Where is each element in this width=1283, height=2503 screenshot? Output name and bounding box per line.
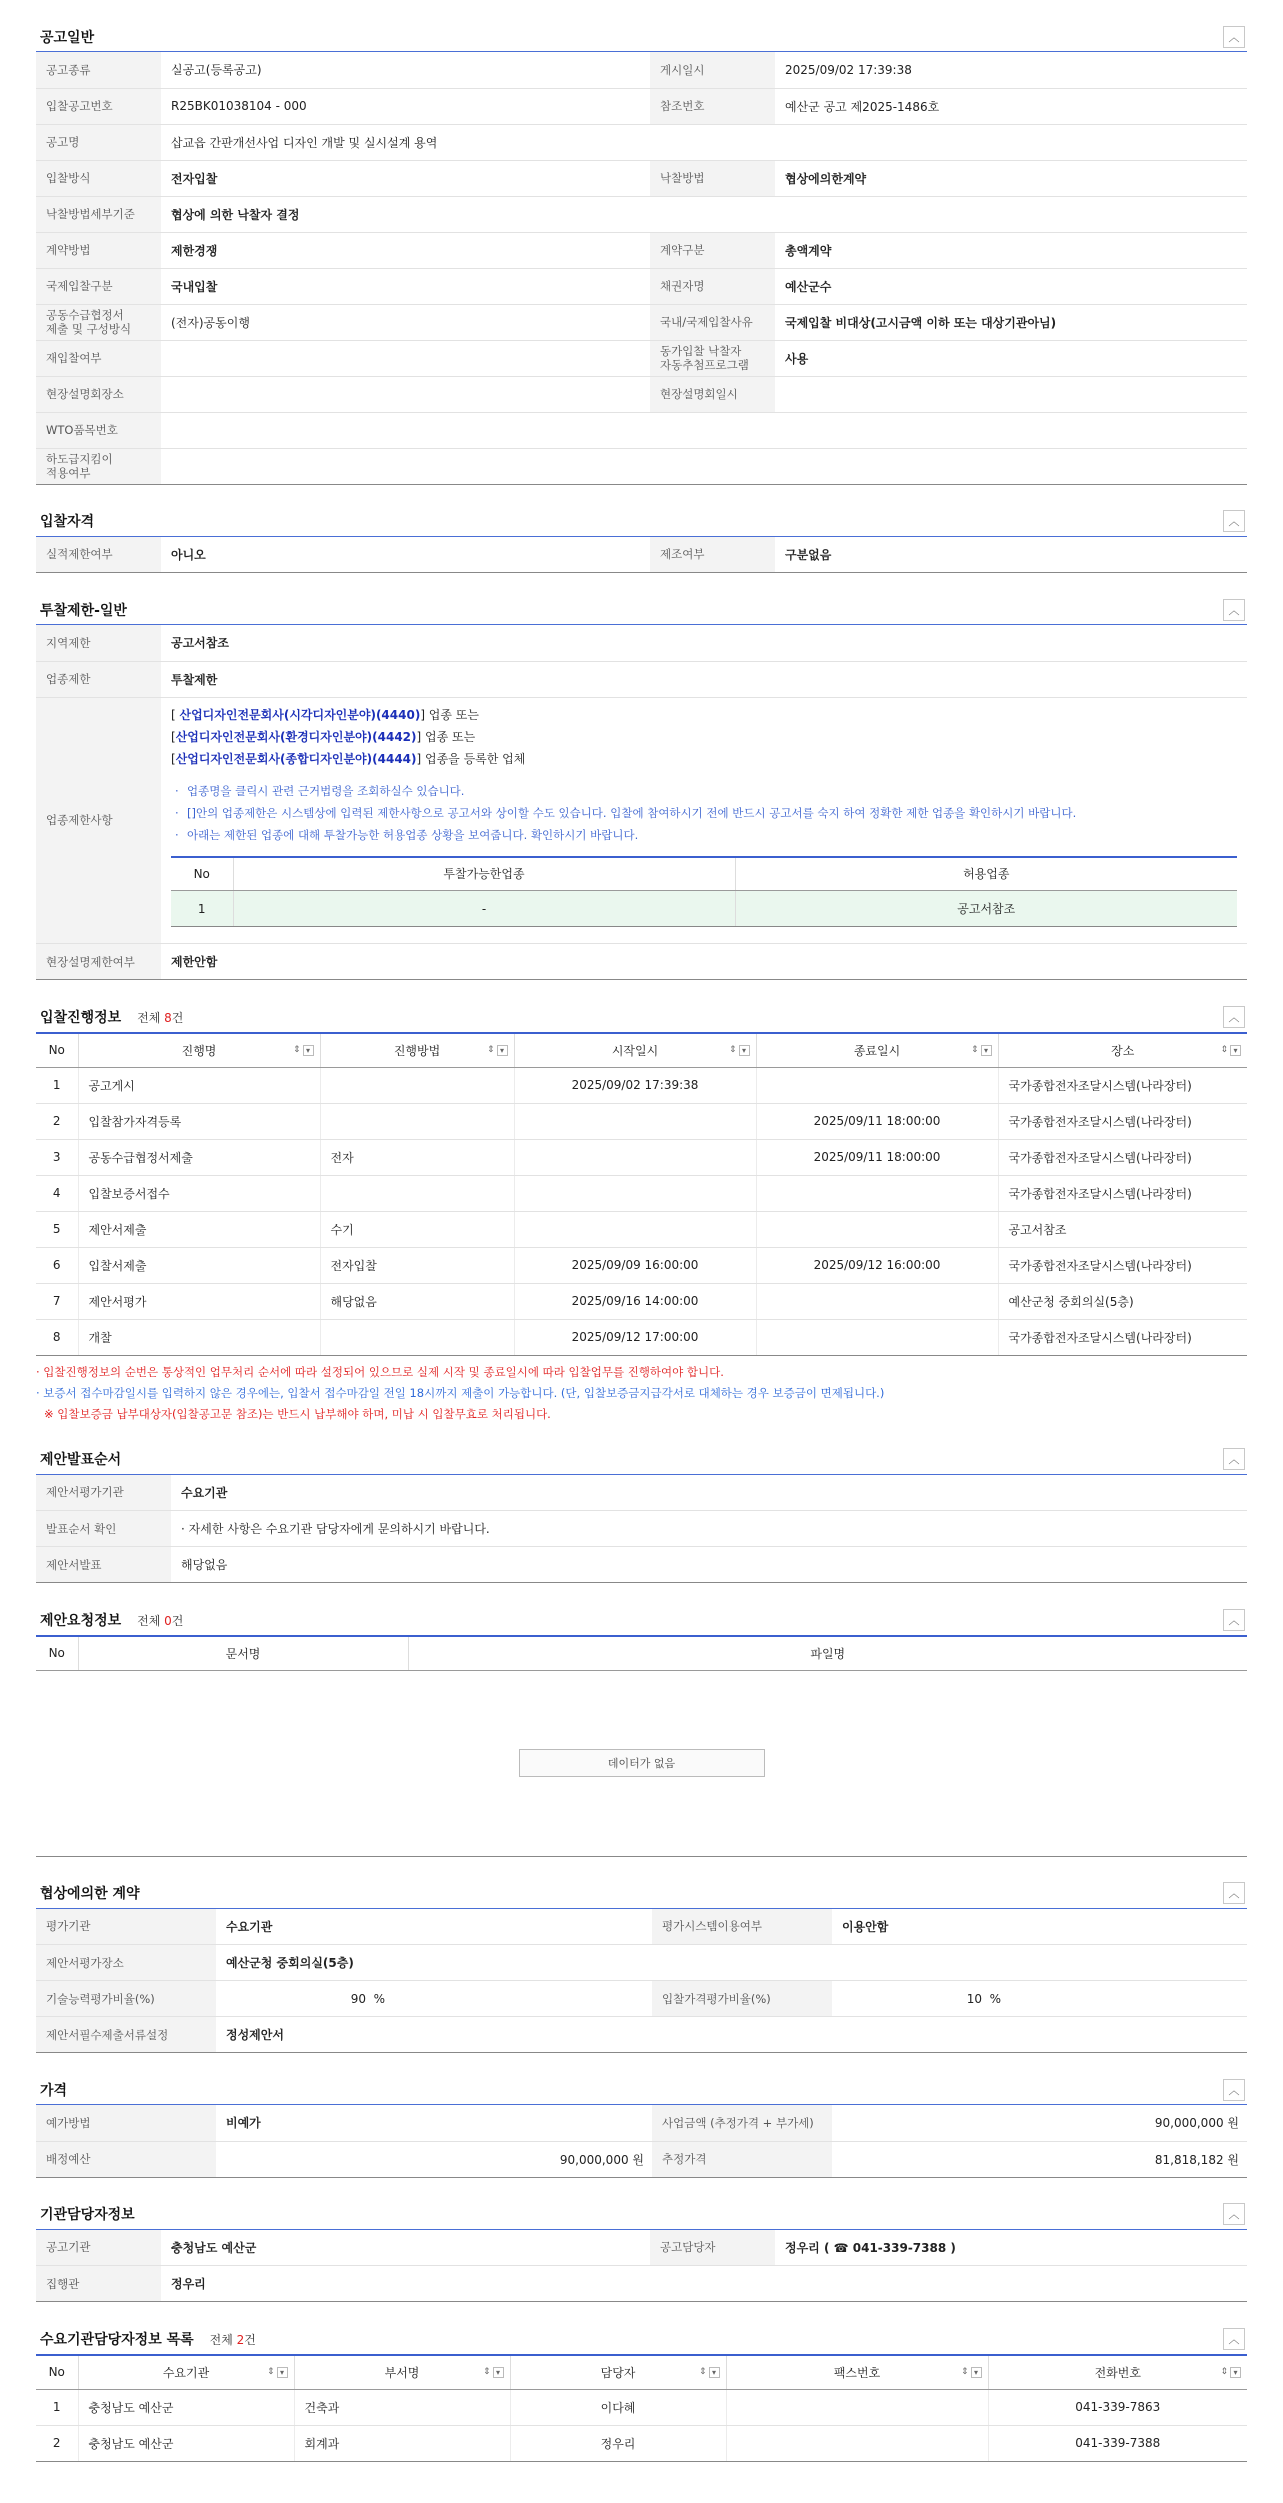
- field-value: 예산군 공고 제2025-1486호: [775, 88, 1247, 124]
- col-header: No: [36, 2355, 78, 2389]
- industry-link[interactable]: 산업디자인전문회사(시각디자인분야)(4440): [179, 707, 421, 722]
- progress-table: [36, 1032, 1247, 1356]
- section-header: [36, 2075, 1247, 2105]
- filter-icon[interactable]: ▾: [1230, 1045, 1241, 1056]
- filter-icon[interactable]: ▾: [971, 2367, 982, 2378]
- field-label: 발표순서 확인: [36, 1511, 171, 1547]
- table-row: [36, 1067, 1247, 1103]
- field-label: 제안서발표: [36, 1547, 171, 1583]
- field-value: 수요기관: [171, 1475, 1247, 1511]
- chevron-up-icon[interactable]: ︿: [1223, 26, 1245, 48]
- table-row: [36, 268, 1247, 304]
- industry-detail: [161, 697, 1247, 944]
- field-value: 90,000,000 원: [216, 2141, 652, 2177]
- field-label: 동가입찰 낙찰자 자동추첨프로그램: [650, 340, 775, 376]
- section-contacts: [36, 2324, 1247, 2462]
- table-row: [36, 124, 1247, 160]
- col-header-sortable[interactable]: 시작일시 ⇕ ▾: [514, 1033, 756, 1067]
- field-label: 추정가격: [652, 2141, 832, 2177]
- cell: [320, 1103, 514, 1139]
- cell: [320, 1319, 514, 1355]
- field-value: 총액계약: [775, 232, 1247, 268]
- field-label: 제조여부: [650, 537, 775, 573]
- field-value: 정우리 ( ☎ 041-339-7388 ): [775, 2230, 1247, 2266]
- cell: 1: [171, 891, 233, 927]
- cell: [320, 1175, 514, 1211]
- cell: 국가종합전자조달시스템(나라장터): [998, 1139, 1247, 1175]
- field-value: 국제입찰 비대상(고시금액 이하 또는 대상기관아님): [775, 304, 1247, 340]
- table-header-row: [36, 1033, 1247, 1067]
- cell: 5: [36, 1211, 78, 1247]
- field-label: 현장설명제한여부: [36, 944, 161, 980]
- cell: 041-339-7388: [988, 2425, 1247, 2461]
- col-header-sortable[interactable]: 장소 ⇕ ▾: [998, 1033, 1247, 1067]
- cell: [756, 1211, 998, 1247]
- section-price: [36, 2075, 1247, 2178]
- presentation-table: [36, 1475, 1247, 1584]
- cell: 8: [36, 1319, 78, 1355]
- row-count: 전체 0건: [137, 1613, 184, 1628]
- field-value: 해당없음: [171, 1547, 1247, 1583]
- col-header-sortable[interactable]: 팩스번호 ⇕ ▾: [726, 2355, 988, 2389]
- section-title: 가격: [40, 2082, 68, 2099]
- field-label: WTO품목번호: [36, 412, 161, 448]
- cell: 입찰참가자격등록: [78, 1103, 320, 1139]
- restriction-table: [36, 625, 1247, 980]
- field-value: 정우리: [161, 2266, 1247, 2302]
- sort-icon[interactable]: ⇕ ▾: [699, 2367, 720, 2378]
- chevron-up-icon[interactable]: ︿: [1223, 1006, 1245, 1028]
- field-value: 비예가: [216, 2105, 652, 2141]
- field-value: [161, 448, 1247, 484]
- col-header: No: [36, 1636, 78, 1670]
- filter-icon[interactable]: ▾: [709, 2367, 720, 2378]
- table-row: [36, 448, 1247, 484]
- cell: 제안서평가: [78, 1283, 320, 1319]
- cell: [514, 1139, 756, 1175]
- field-value: 81,818,182 원: [832, 2141, 1247, 2177]
- field-value: 충청남도 예산군: [161, 2230, 650, 2266]
- field-label: 평가시스템이용여부: [652, 1909, 832, 1945]
- field-label: 지역제한: [36, 625, 161, 661]
- cell: 해당없음: [320, 1283, 514, 1319]
- field-label: 사업금액 (추정가격 + 부가세): [652, 2105, 832, 2141]
- field-label: 공고기관: [36, 2230, 161, 2266]
- field-value: 사용: [775, 340, 1247, 376]
- cell: 공고서참조: [998, 1211, 1247, 1247]
- section-qualification: [36, 507, 1247, 574]
- col-header: 파일명: [408, 1636, 1247, 1670]
- cell: 정우리: [510, 2425, 726, 2461]
- section-title: 제안요청정보 전체 0건: [40, 1613, 184, 1629]
- cell: 2025/09/02 17:39:38: [514, 1067, 756, 1103]
- field-label: 입찰가격평가비율(%): [652, 1981, 832, 2017]
- field-label: 공고명: [36, 124, 161, 160]
- table-row: [36, 1547, 1247, 1583]
- sort-icon[interactable]: ⇕ ▾: [1220, 1045, 1241, 1056]
- section-title: 입찰자격: [40, 514, 95, 530]
- field-value: [161, 412, 1247, 448]
- chevron-up-icon[interactable]: ︿: [1223, 1448, 1245, 1470]
- section-title: 투찰제한-일반: [40, 602, 127, 619]
- table-row: [36, 196, 1247, 232]
- table-row: [36, 1283, 1247, 1319]
- field-label: 국제입찰구분: [36, 268, 161, 304]
- section-header: [36, 2200, 1247, 2230]
- filter-icon[interactable]: ▾: [497, 1045, 508, 1056]
- cell: 공동수급협정서제출: [78, 1139, 320, 1175]
- cell: 2: [36, 1103, 78, 1139]
- field-label: 평가기관: [36, 1909, 216, 1945]
- field-value: 실공고(등록공고): [161, 52, 650, 88]
- cell: 국가종합전자조달시스템(나라장터): [998, 1103, 1247, 1139]
- field-label: 배정예산: [36, 2141, 216, 2177]
- negotiation-table: [36, 1909, 1247, 2054]
- field-label: 공고종류: [36, 52, 161, 88]
- general-table: [36, 52, 1247, 485]
- table-row: [36, 1511, 1247, 1547]
- col-header: 투찰가능한업종: [233, 857, 735, 891]
- field-label: 낙찰방법: [650, 160, 775, 196]
- cell: [756, 1283, 998, 1319]
- col-header: 허용업종: [735, 857, 1237, 891]
- field-label: 현장설명회장소: [36, 376, 161, 412]
- field-label: 공동수급협정서 제출 및 구성방식: [36, 304, 161, 340]
- note-item: · 업종명을 클릭시 관련 근거법령을 조회하실수 있습니다.: [171, 780, 1237, 802]
- section-agency: [36, 2200, 1247, 2303]
- table-row: [36, 1175, 1247, 1211]
- cell: 회계과: [294, 2425, 510, 2461]
- cell: 국가종합전자조달시스템(나라장터): [998, 1319, 1247, 1355]
- field-label: 채권자명: [650, 268, 775, 304]
- cell: 041-339-7863: [988, 2389, 1247, 2425]
- section-negotiation: [36, 1879, 1247, 2054]
- industry-line: [ 산업디자인전문회사(시각디자인분야)(4440)] 업종 또는: [171, 707, 479, 722]
- field-value: 90,000,000 원: [832, 2105, 1247, 2141]
- cell: 2025/09/11 18:00:00: [756, 1139, 998, 1175]
- section-proposal-request: [36, 1605, 1247, 1857]
- row-count: 전체 2건: [209, 2332, 256, 2347]
- note-item: · []안의 업종제한은 시스템상에 입력된 제한사항으로 공고서와 상이할 수도 있습니다. 입찰에 참여하시기 전에 반드시 공고서를 숙지 하여 정확한 제한 업종을 확인하시기 바랍니다.: [171, 802, 1237, 824]
- sort-icon[interactable]: ⇕ ▾: [1220, 2367, 1241, 2378]
- cell: 4: [36, 1175, 78, 1211]
- cell: [514, 1175, 756, 1211]
- section-general: [36, 22, 1247, 485]
- table-row: [171, 891, 1237, 927]
- field-label: 계약구분: [650, 232, 775, 268]
- field-value: 예산군청 중회의실(5층): [216, 1945, 1247, 1981]
- cell: 이다혜: [510, 2389, 726, 2425]
- table-header-row: [36, 2355, 1247, 2389]
- field-label: 기술능력평가비율(%): [36, 1981, 216, 2017]
- field-value: 투찰제한: [161, 661, 1247, 697]
- section-header: [36, 507, 1247, 537]
- chevron-up-icon[interactable]: ︿: [1223, 2328, 1245, 2350]
- filter-icon[interactable]: ▾: [981, 1045, 992, 1056]
- table-row: [36, 88, 1247, 124]
- table-row: [36, 625, 1247, 661]
- table-row: [36, 2017, 1247, 2053]
- table-row: [36, 1103, 1247, 1139]
- section-header: [36, 595, 1247, 625]
- table-row: [36, 697, 1247, 944]
- filter-icon[interactable]: ▾: [493, 2367, 504, 2378]
- table-row: [36, 2105, 1247, 2141]
- table-row: [36, 2230, 1247, 2266]
- table-row: [36, 1981, 1247, 2017]
- field-value: 2025/09/02 17:39:38: [775, 52, 1247, 88]
- field-label: 제안서평가기관: [36, 1475, 171, 1511]
- field-value: [161, 340, 650, 376]
- cell: [756, 1067, 998, 1103]
- cell: [726, 2389, 988, 2425]
- cell: 공고서참조: [735, 891, 1237, 927]
- section-title: 제안발표순서: [40, 1452, 122, 1468]
- section-header: [36, 2324, 1247, 2354]
- field-label: 제안서평가장소: [36, 1945, 216, 1981]
- filter-icon[interactable]: ▾: [277, 2367, 288, 2378]
- table-header-row: [36, 1636, 1247, 1670]
- table-row: [36, 1909, 1247, 1945]
- table-row: [36, 232, 1247, 268]
- section-title: 수요기관담당자정보 목록 전체 2건: [40, 2332, 256, 2348]
- field-label: 공고담당자: [650, 2230, 775, 2266]
- cell: [756, 1175, 998, 1211]
- table-row: [36, 160, 1247, 196]
- section-title: 공고일반: [40, 29, 95, 46]
- table-row: [36, 537, 1247, 573]
- field-label: 실적제한여부: [36, 537, 161, 573]
- col-header-sortable[interactable]: 종료일시 ⇕ ▾: [756, 1033, 998, 1067]
- table-row: [36, 1319, 1247, 1355]
- cell: 수기: [320, 1211, 514, 1247]
- field-value: 정성제안서: [216, 2017, 1247, 2053]
- table-header-row: [171, 857, 1237, 891]
- field-label: 하도급지킴이 적용여부: [36, 448, 161, 484]
- table-row: [36, 2266, 1247, 2302]
- table-row: [36, 2425, 1247, 2461]
- field-value: 협상에 의한 낙찰자 결정: [161, 196, 1247, 232]
- cell: 2025/09/11 18:00:00: [756, 1103, 998, 1139]
- field-label: 업종제한사항: [36, 697, 161, 944]
- table-row: [36, 340, 1247, 376]
- cell: 입찰서제출: [78, 1247, 320, 1283]
- cell: 건축과: [294, 2389, 510, 2425]
- cell: 2025/09/12 16:00:00: [756, 1247, 998, 1283]
- table-row: [36, 944, 1247, 980]
- cell: -: [233, 891, 735, 927]
- field-value: (전자)공동이행: [161, 304, 650, 340]
- table-row: [36, 1139, 1247, 1175]
- sort-icon[interactable]: ⇕ ▾: [483, 2367, 504, 2378]
- industry-line: [산업디자인전문회사(종합디자인분야)(4444)] 업종을 등록한 업체: [171, 751, 526, 766]
- field-value: 협상에의한계약: [775, 160, 1247, 196]
- field-value: 예산군수: [775, 268, 1247, 304]
- filter-icon[interactable]: ▾: [1230, 2367, 1241, 2378]
- table-row: [36, 376, 1247, 412]
- note-item: · 보증서 접수마감일시를 입력하지 않은 경우에는, 입찰서 접수마감일 전일 18시까지 제출이 가능합니다. (단, 입찰보증금지급각서로 대체하는 경우 보증금이 면제됩니다.): [36, 1385, 885, 1400]
- field-label: 계약방법: [36, 232, 161, 268]
- cell: 공고게시: [78, 1067, 320, 1103]
- field-value: 90 %: [216, 1981, 652, 2017]
- proposal-table: [36, 1635, 1247, 1671]
- cell: 2025/09/16 14:00:00: [514, 1283, 756, 1319]
- field-value: [161, 376, 650, 412]
- chevron-up-icon[interactable]: ︿: [1223, 2203, 1245, 2225]
- cell: 2025/09/12 17:00:00: [514, 1319, 756, 1355]
- col-header-sortable[interactable]: 수요기관 ⇕ ▾: [78, 2355, 294, 2389]
- note-item: · 아래는 제한된 업종에 대해 투찰가능한 허용업종 상황을 보여줍니다. 확인하시기 바랍니다.: [171, 824, 1237, 846]
- cell: 개찰: [78, 1319, 320, 1355]
- field-label: 게시일시: [650, 52, 775, 88]
- cell: 전자: [320, 1139, 514, 1175]
- sort-icon[interactable]: ⇕ ▾: [487, 1045, 508, 1056]
- table-row: [36, 1211, 1247, 1247]
- field-label: 업종제한: [36, 661, 161, 697]
- section-progress: [36, 1002, 1247, 1425]
- field-value: 제한안함: [161, 944, 1247, 980]
- section-header: [36, 1879, 1247, 1909]
- filter-icon[interactable]: ▾: [303, 1045, 314, 1056]
- table-row: [36, 1945, 1247, 1981]
- section-title: 기관담당자정보: [40, 2207, 135, 2223]
- cell: 6: [36, 1247, 78, 1283]
- allowed-industry-table: [171, 856, 1237, 928]
- col-header: No: [171, 857, 233, 891]
- chevron-up-icon[interactable]: ︿: [1223, 2079, 1245, 2101]
- table-row: [36, 2141, 1247, 2177]
- note-item: · 입찰진행정보의 순번은 통상적인 업무처리 순서에 따라 설정되어 있으므로 실제 시작 및 종료일시에 따라 입찰업무를 진행하여야 합니다.: [36, 1364, 724, 1379]
- cell: 예산군청 중회의실(5층): [998, 1283, 1247, 1319]
- cell: 국가종합전자조달시스템(나라장터): [998, 1247, 1247, 1283]
- field-value: 수요기관: [216, 1909, 652, 1945]
- cell: [514, 1103, 756, 1139]
- col-header: No: [36, 1033, 78, 1067]
- filter-icon[interactable]: ▾: [739, 1045, 750, 1056]
- cell: 7: [36, 1283, 78, 1319]
- sort-icon[interactable]: ⇕ ▾: [971, 1045, 992, 1056]
- industry-line: [산업디자인전문회사(환경디자인분야)(4442)] 업종 또는: [171, 729, 476, 744]
- section-title: 협상에의한 계약: [40, 1886, 140, 1902]
- table-row: [36, 52, 1247, 88]
- qualification-table: [36, 537, 1247, 574]
- industry-notes: [171, 780, 1237, 846]
- row-count: 전체 8건: [137, 1010, 184, 1025]
- col-header-sortable[interactable]: 전화번호 ⇕ ▾: [988, 2355, 1247, 2389]
- field-label: 낙찰방법세부기준: [36, 196, 161, 232]
- table-row: [36, 2389, 1247, 2425]
- field-value: 10 %: [832, 1981, 1247, 2017]
- field-value: 국내입찰: [161, 268, 650, 304]
- chevron-up-icon[interactable]: ︿: [1223, 510, 1245, 532]
- section-restriction: [36, 595, 1247, 980]
- sort-icon[interactable]: ⇕ ▾: [293, 1045, 314, 1056]
- field-label: 입찰방식: [36, 160, 161, 196]
- cell: [514, 1211, 756, 1247]
- progress-notes: [36, 1362, 1247, 1425]
- field-value: 구분없음: [775, 537, 1247, 573]
- cell: 국가종합전자조달시스템(나라장터): [998, 1067, 1247, 1103]
- field-label: 예가방법: [36, 2105, 216, 2141]
- empty-state: [36, 1671, 1247, 1857]
- cell: 국가종합전자조달시스템(나라장터): [998, 1175, 1247, 1211]
- sort-icon[interactable]: ⇕ ▾: [729, 1045, 750, 1056]
- field-value: 이용안함: [832, 1909, 1247, 1945]
- no-data-message: 데이터가 없음: [519, 1749, 765, 1777]
- field-value: [775, 376, 1247, 412]
- col-header-sortable[interactable]: 진행명 ⇕ ▾: [78, 1033, 320, 1067]
- section-header: [36, 1445, 1247, 1475]
- note-item: ※ 입찰보증금 납부대상자(입찰공고문 참조)는 반드시 납부해야 하며, 미납 시 입찰무효로 처리됩니다.: [44, 1406, 551, 1421]
- field-label: 재입찰여부: [36, 340, 161, 376]
- cell: 전자입찰: [320, 1247, 514, 1283]
- section-header: [36, 1002, 1247, 1032]
- field-label: 집행관: [36, 2266, 161, 2302]
- section-title: 입찰진행정보 전체 8건: [40, 1010, 184, 1026]
- field-label: 제안서필수제출서류설정: [36, 2017, 216, 2053]
- cell: 입찰보증서접수: [78, 1175, 320, 1211]
- contacts-table: [36, 2354, 1247, 2462]
- cell: 1: [36, 2389, 78, 2425]
- sort-icon[interactable]: ⇕ ▾: [961, 2367, 982, 2378]
- col-header-sortable[interactable]: 부서명 ⇕ ▾: [294, 2355, 510, 2389]
- cell: [756, 1319, 998, 1355]
- section-presentation: [36, 1445, 1247, 1584]
- cell: [726, 2425, 988, 2461]
- table-row: [36, 412, 1247, 448]
- section-header: [36, 22, 1247, 52]
- table-row: [36, 1475, 1247, 1511]
- cell: [320, 1067, 514, 1103]
- field-value: R25BK01038104 - 000: [161, 88, 650, 124]
- cell: 2025/09/09 16:00:00: [514, 1247, 756, 1283]
- chevron-up-icon[interactable]: ︿: [1223, 1882, 1245, 1904]
- field-label: 국내/국제입찰사유: [650, 304, 775, 340]
- field-value: 삽교읍 간판개선사업 디자인 개발 및 실시설계 용역: [161, 124, 1247, 160]
- field-value: · 자세한 사항은 수요기관 담당자에게 문의하시기 바랍니다.: [171, 1511, 1247, 1547]
- chevron-up-icon[interactable]: ︿: [1223, 1609, 1245, 1631]
- field-value: 아니오: [161, 537, 650, 573]
- field-value: 제한경쟁: [161, 232, 650, 268]
- cell: 1: [36, 1067, 78, 1103]
- agency-table: [36, 2230, 1247, 2303]
- industry-link[interactable]: 산업디자인전문회사(종합디자인분야)(4444): [175, 751, 417, 766]
- field-label: 참조번호: [650, 88, 775, 124]
- field-label: 입찰공고번호: [36, 88, 161, 124]
- col-header-sortable[interactable]: 진행방법 ⇕ ▾: [320, 1033, 514, 1067]
- industry-link[interactable]: 산업디자인전문회사(환경디자인분야)(4442): [175, 729, 417, 744]
- table-row: [36, 1247, 1247, 1283]
- col-header-sortable[interactable]: 담당자 ⇕ ▾: [510, 2355, 726, 2389]
- table-row: [36, 304, 1247, 340]
- field-value: 공고서참조: [161, 625, 1247, 661]
- table-row: [36, 661, 1247, 697]
- sort-icon[interactable]: ⇕ ▾: [267, 2367, 288, 2378]
- cell: 3: [36, 1139, 78, 1175]
- section-header: [36, 1605, 1247, 1635]
- chevron-up-icon[interactable]: ︿: [1223, 599, 1245, 621]
- cell: 제안서제출: [78, 1211, 320, 1247]
- field-label: 현장설명회일시: [650, 376, 775, 412]
- cell: 충청남도 예산군: [78, 2389, 294, 2425]
- cell: 2: [36, 2425, 78, 2461]
- price-table: [36, 2105, 1247, 2178]
- cell: 충청남도 예산군: [78, 2425, 294, 2461]
- col-header: 문서명: [78, 1636, 408, 1670]
- field-value: 전자입찰: [161, 160, 650, 196]
